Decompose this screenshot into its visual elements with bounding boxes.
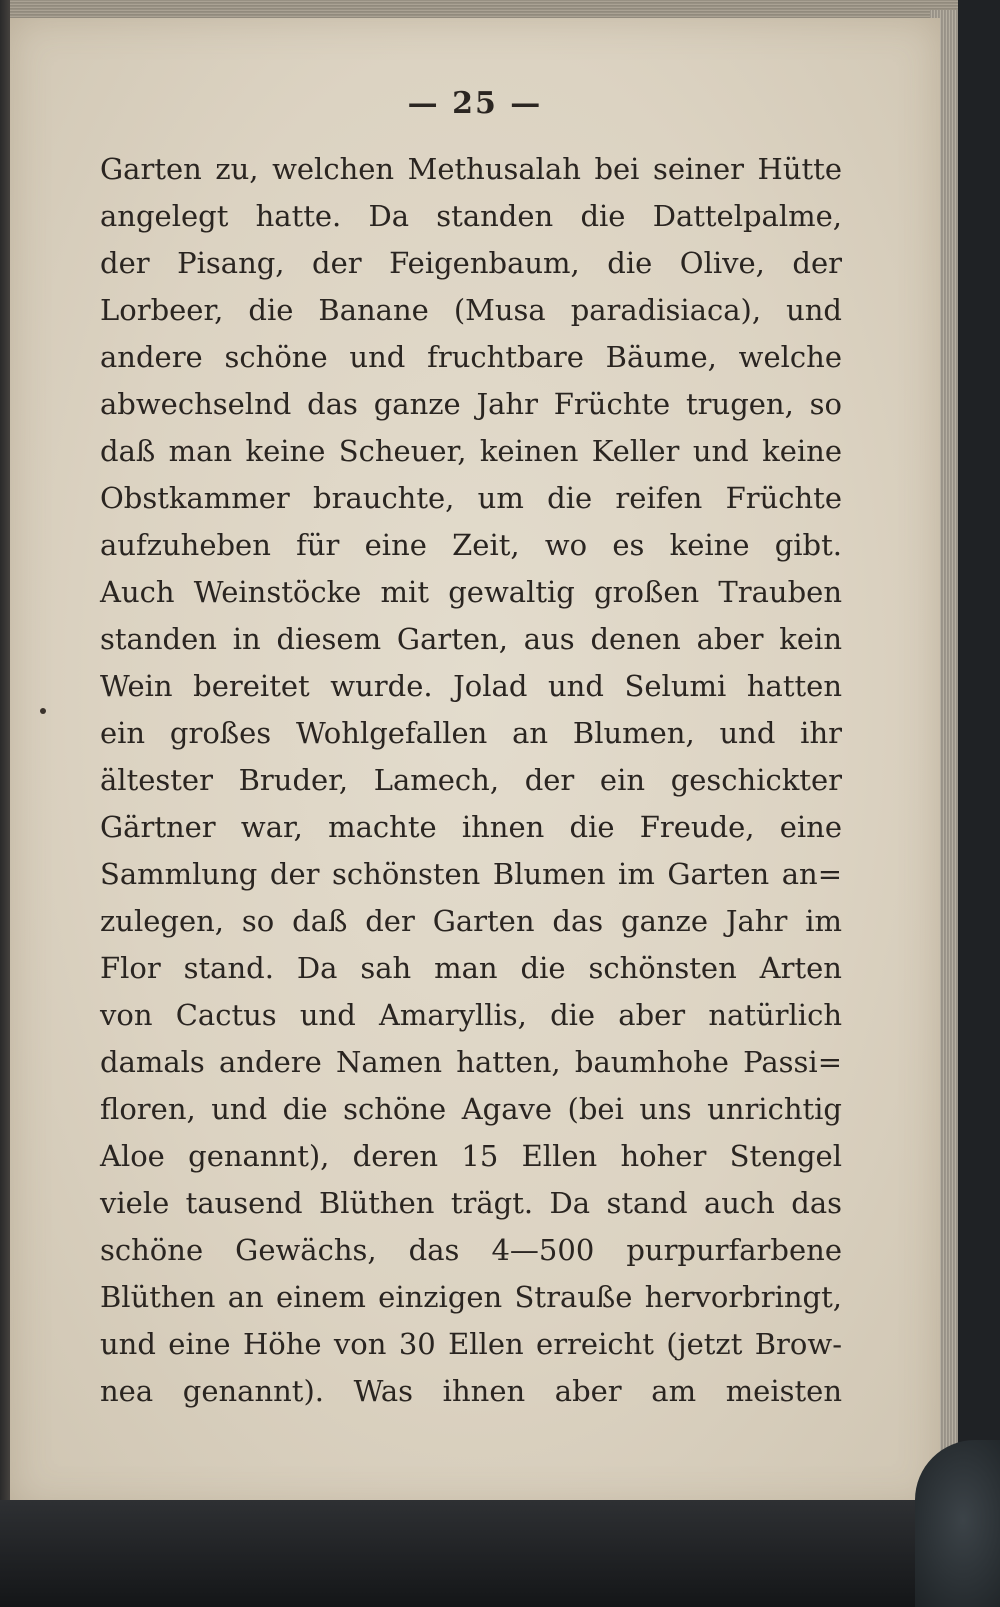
text-line: andere schöne und fruchtbare Bäume, welche bbox=[100, 340, 842, 374]
text-line: ältester Bruder, Lamech, der ein geschickter bbox=[100, 763, 842, 797]
text-line: schöne Gewächs, das 4—500 purpurfarbene bbox=[100, 1233, 842, 1267]
text-line: und eine Höhe von 30 Ellen erreicht (jetzt Brow- bbox=[100, 1327, 842, 1361]
text-line: ein großes Wohlgefallen an Blumen, und ihr bbox=[100, 716, 842, 750]
text-line: Obstkammer brauchte, um die reifen Früchte bbox=[100, 481, 842, 515]
text-line: Auch Weinstöcke mit gewaltig großen Trauben bbox=[100, 575, 842, 609]
text-line: floren, und die schöne Agave (bei uns unrichtig bbox=[100, 1092, 842, 1126]
book-page bbox=[10, 18, 940, 1508]
page-number: — 25 — bbox=[407, 86, 543, 121]
text-line: Garten zu, welchen Methusalah bei seiner Hütte bbox=[100, 152, 842, 186]
text-line: Aloe genannt), deren 15 Ellen hoher Stengel bbox=[100, 1139, 842, 1173]
text-line: damals andere Namen hatten, baumhohe Passi= bbox=[100, 1045, 842, 1079]
text-line: angelegt hatte. Da standen die Dattelpalme, bbox=[100, 199, 842, 233]
text-line: Blüthen an einem einzigen Strauße hervorbringt, bbox=[100, 1280, 842, 1314]
text-line: von Cactus und Amaryllis, die aber natürlich bbox=[100, 998, 842, 1032]
ink-speck bbox=[40, 708, 46, 714]
text-line: Wein bereitet wurde. Jolad und Selumi hatten bbox=[100, 669, 842, 703]
text-line: viele tausend Blüthen trägt. Da stand auch das bbox=[100, 1186, 842, 1220]
text-line: Flor stand. Da sah man die schönsten Arten bbox=[100, 951, 842, 985]
text-line: standen in diesem Garten, aus denen aber kein bbox=[100, 622, 842, 656]
text-line: nea genannt). Was ihnen aber am meisten bbox=[100, 1374, 842, 1408]
text-line: Sammlung der schönsten Blumen im Garten an= bbox=[100, 857, 842, 891]
text-line: daß man keine Scheuer, keinen Keller und keine bbox=[100, 434, 842, 468]
corner-object bbox=[915, 1440, 1000, 1607]
text-line: Lorbeer, die Banane (Musa paradisiaca), und bbox=[100, 293, 842, 327]
bottom-background bbox=[0, 1500, 1000, 1607]
text-line: Gärtner war, machte ihnen die Freude, eine bbox=[100, 810, 842, 844]
text-line: der Pisang, der Feigenbaum, die Olive, der bbox=[100, 246, 842, 280]
text-line: aufzuheben für eine Zeit, wo es keine gibt. bbox=[100, 528, 842, 562]
body-text bbox=[100, 146, 842, 1415]
text-line: abwechselnd das ganze Jahr Früchte trugen, so bbox=[100, 387, 842, 421]
text-line: zulegen, so daß der Garten das ganze Jahr im bbox=[100, 904, 842, 938]
